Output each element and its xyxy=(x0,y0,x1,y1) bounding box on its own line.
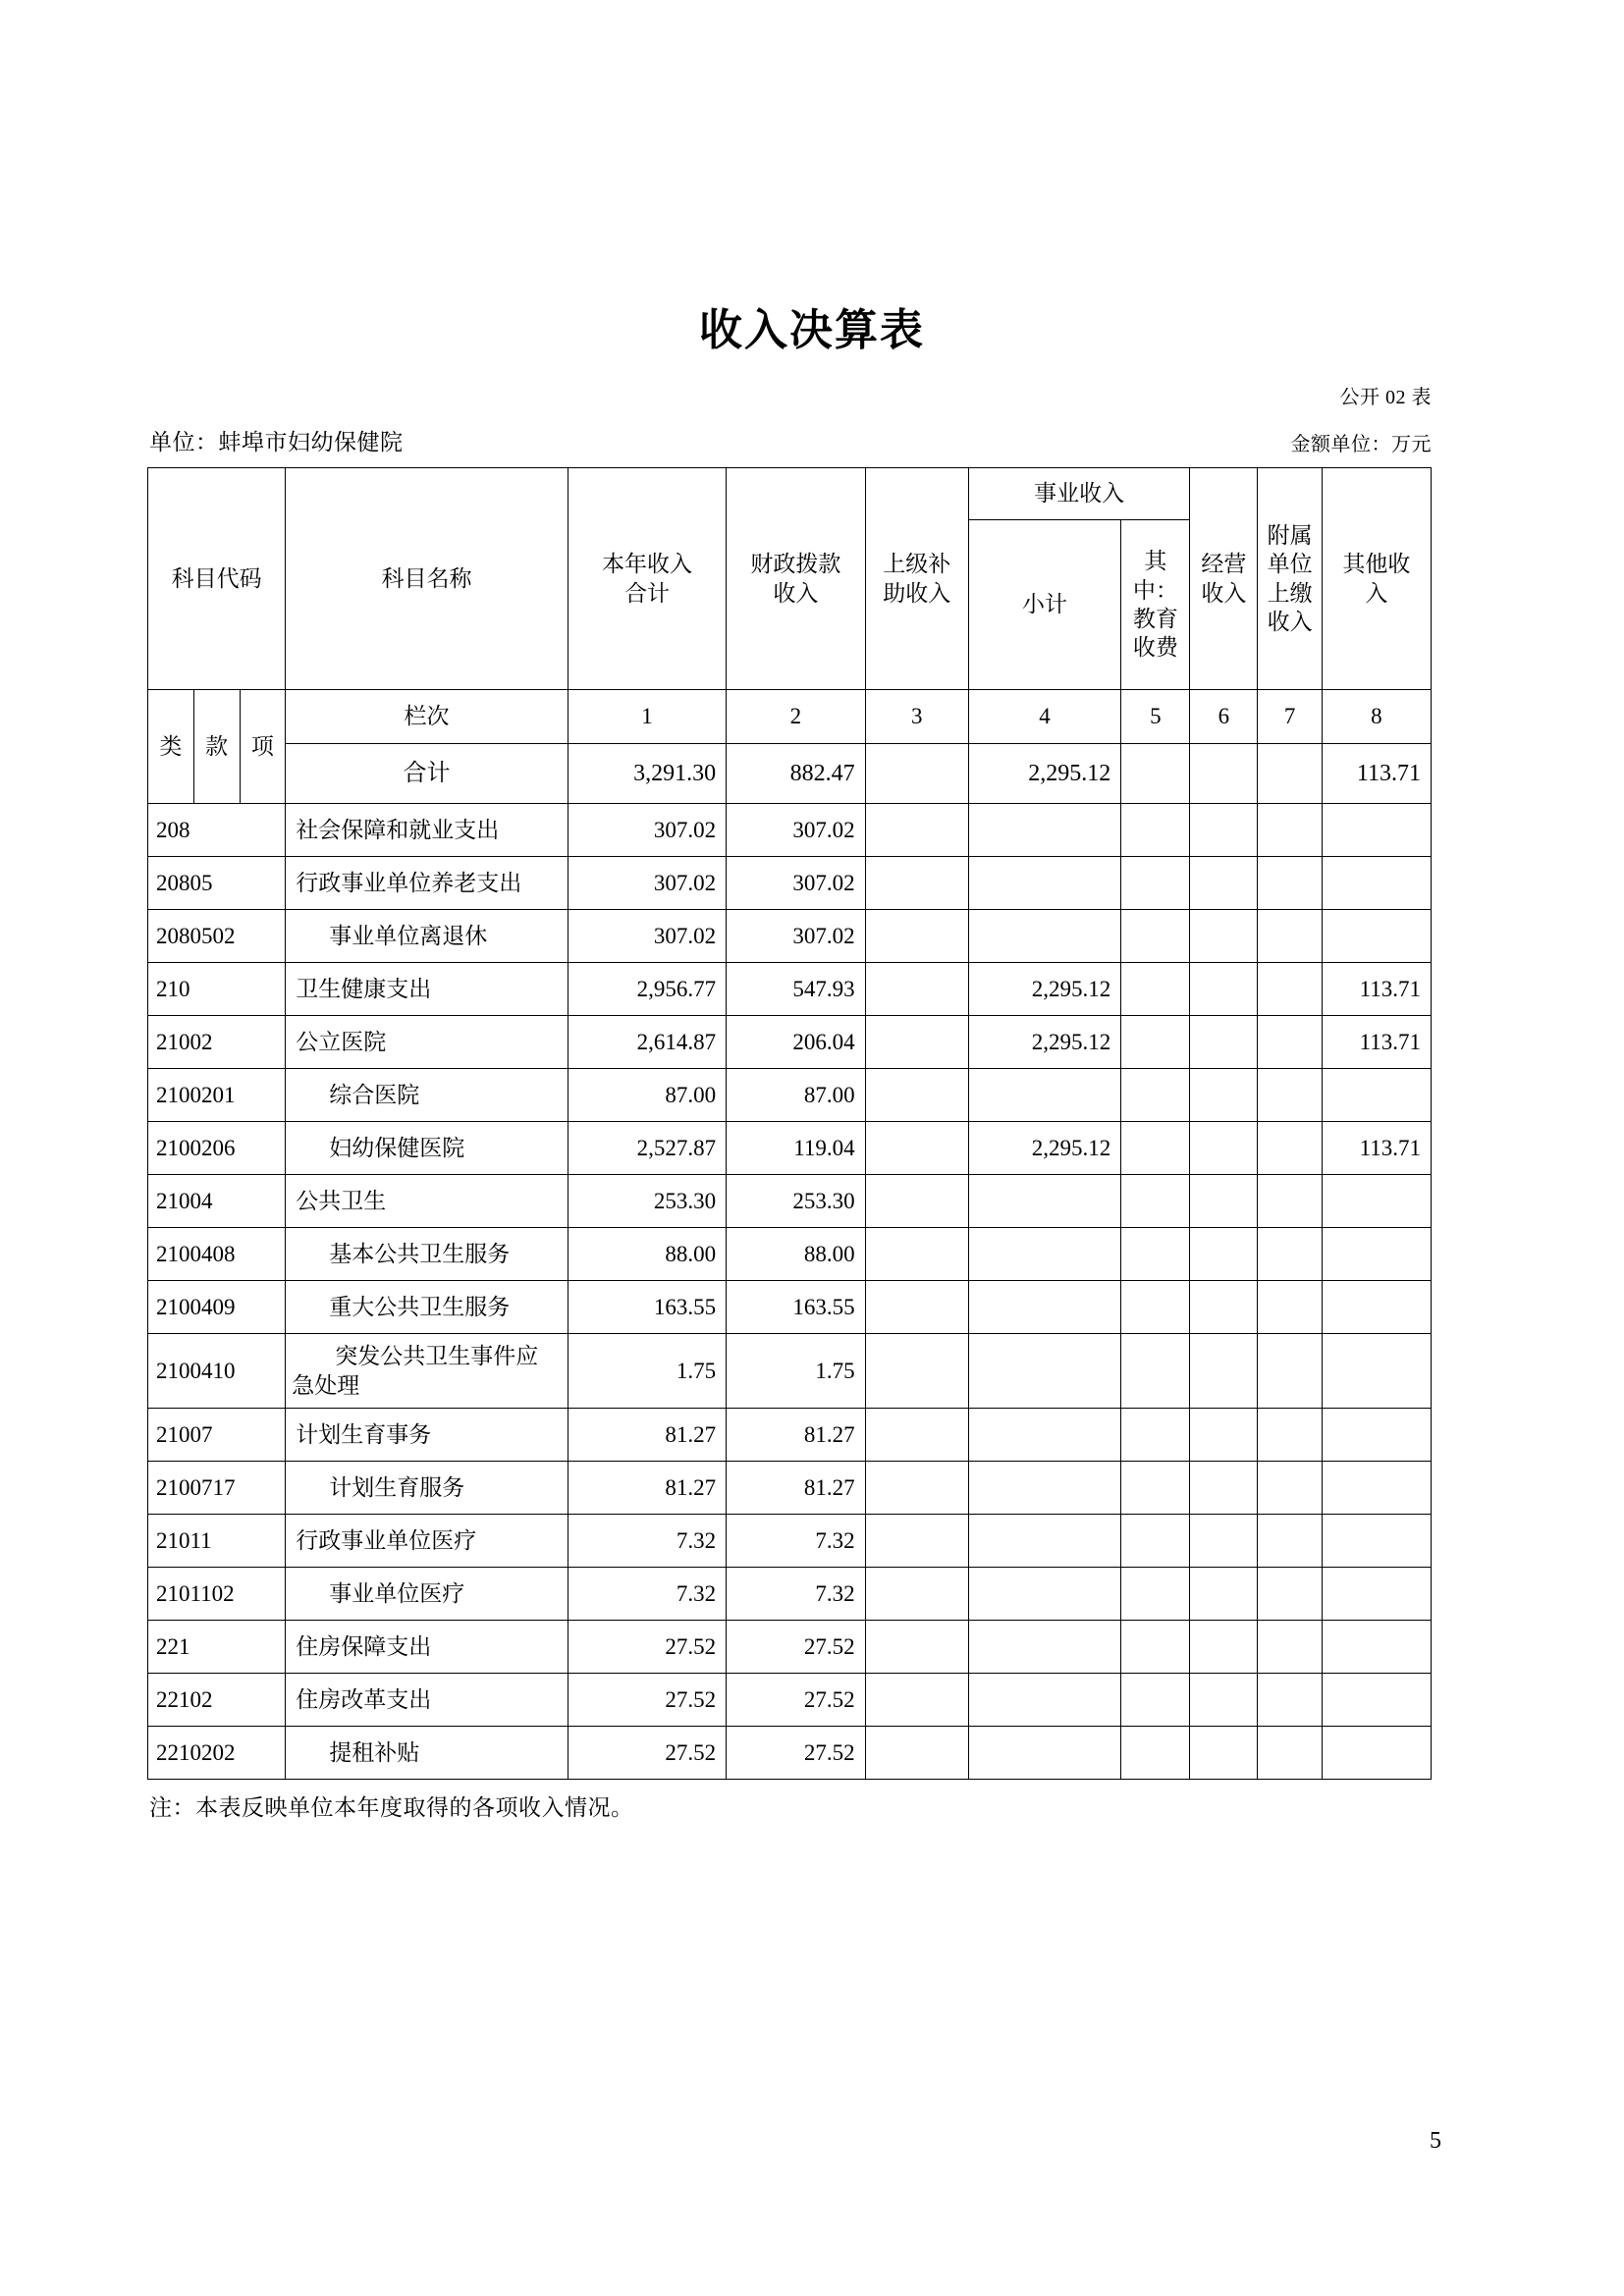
row-subject-name: 住房改革支出 xyxy=(286,1674,568,1727)
row-subject-name: 基本公共卫生服务 xyxy=(286,1228,568,1281)
row-value-1: 7.32 xyxy=(568,1515,726,1568)
row-value-1: 7.32 xyxy=(568,1568,726,1621)
header-operating-income xyxy=(1190,468,1258,690)
header-superior-subsidy-line2: 助收入 xyxy=(883,580,951,606)
row-subject-code: 21011 xyxy=(148,1515,286,1568)
income-final-accounts-table xyxy=(147,467,1432,1780)
row-value-4 xyxy=(968,1727,1120,1780)
row-value-7 xyxy=(1258,910,1322,963)
row-subject-name: 妇幼保健医院 xyxy=(286,1122,568,1175)
row-subject-name: 行政事业单位医疗 xyxy=(286,1515,568,1568)
row-subject-code: 21002 xyxy=(148,1016,286,1069)
row-subject-code: 2100408 xyxy=(148,1228,286,1281)
row-subject-code: 2101102 xyxy=(148,1568,286,1621)
amount-unit-label: 金额单位：万元 xyxy=(1290,434,1432,455)
row-value-2: 307.02 xyxy=(727,910,865,963)
row-subject-name: 重大公共卫生服务 xyxy=(286,1281,568,1334)
row-subject-name-line1: 突发公共卫生事件应 xyxy=(335,1344,539,1369)
row-value-6 xyxy=(1190,910,1258,963)
row-subject-name: 计划生育事务 xyxy=(286,1409,568,1462)
row-value-8 xyxy=(1322,1069,1431,1122)
row-value-1: 81.27 xyxy=(568,1409,726,1462)
row-value-3 xyxy=(865,1409,968,1462)
table-row xyxy=(148,1568,1432,1621)
table-row xyxy=(148,1069,1432,1122)
row-value-8: 113.71 xyxy=(1322,1122,1431,1175)
header-fiscal-appropriation-line1: 财政拨款 xyxy=(750,552,841,577)
row-value-2: 88.00 xyxy=(727,1228,865,1281)
row-value-3 xyxy=(865,1334,968,1409)
row-value-3 xyxy=(865,1727,968,1780)
row-value-7 xyxy=(1258,1281,1322,1334)
form-number-label: 公开 02 表 xyxy=(1339,387,1432,408)
table-total-row xyxy=(148,744,1432,804)
row-value-4 xyxy=(968,1674,1120,1727)
table-body xyxy=(148,804,1432,1780)
row-value-2: 7.32 xyxy=(727,1568,865,1621)
row-value-4 xyxy=(968,1515,1120,1568)
row-subject-name: 计划生育服务 xyxy=(286,1462,568,1515)
header-other-income xyxy=(1322,468,1431,690)
total-value-6 xyxy=(1190,744,1258,804)
row-value-2: 87.00 xyxy=(727,1069,865,1122)
row-value-8 xyxy=(1322,1727,1431,1780)
row-value-2: 27.52 xyxy=(727,1621,865,1674)
row-value-5 xyxy=(1121,1674,1190,1727)
row-value-1: 88.00 xyxy=(568,1228,726,1281)
row-value-7 xyxy=(1258,1409,1322,1462)
row-value-5 xyxy=(1121,1727,1190,1780)
row-value-4 xyxy=(968,1069,1120,1122)
row-value-4 xyxy=(968,1228,1120,1281)
total-value-7 xyxy=(1258,744,1322,804)
total-value-5 xyxy=(1121,744,1190,804)
row-value-8 xyxy=(1322,1568,1431,1621)
table-row xyxy=(148,1409,1432,1462)
row-value-7 xyxy=(1258,1069,1322,1122)
row-value-4: 2,295.12 xyxy=(968,1122,1120,1175)
row-value-5 xyxy=(1121,1175,1190,1228)
row-value-2: 206.04 xyxy=(727,1016,865,1069)
row-value-4 xyxy=(968,910,1120,963)
header-subject-code: 科目代码 xyxy=(148,468,286,690)
row-value-4 xyxy=(968,804,1120,857)
total-value-8: 113.71 xyxy=(1322,744,1431,804)
header-business-education-fee xyxy=(1121,520,1190,690)
row-subject-code: 210 xyxy=(148,963,286,1016)
row-subject-code: 20805 xyxy=(148,857,286,910)
header-affiliated-unit-payment-income xyxy=(1258,468,1322,690)
header-business-edu-line2: 教育 xyxy=(1132,607,1178,631)
header-other-income-line1: 其他收 xyxy=(1342,552,1411,577)
row-value-6 xyxy=(1190,804,1258,857)
row-value-3 xyxy=(865,804,968,857)
row-value-2: 27.52 xyxy=(727,1727,865,1780)
row-value-1: 2,956.77 xyxy=(568,963,726,1016)
row-subject-name: 公立医院 xyxy=(286,1016,568,1069)
header-affiliated-line1: 附属 xyxy=(1267,522,1313,548)
lane-number-7: 7 xyxy=(1258,690,1322,744)
header-code-section: 款 xyxy=(193,690,240,804)
row-subject-name: 事业单位离退休 xyxy=(286,910,568,963)
row-value-3 xyxy=(865,963,968,1016)
row-value-5 xyxy=(1121,804,1190,857)
table-row xyxy=(148,1727,1432,1780)
total-value-4: 2,295.12 xyxy=(968,744,1120,804)
row-subject-code: 2080502 xyxy=(148,910,286,963)
table-row xyxy=(148,1228,1432,1281)
row-value-8 xyxy=(1322,1515,1431,1568)
row-subject-code: 2100717 xyxy=(148,1462,286,1515)
row-value-8 xyxy=(1322,1281,1431,1334)
row-value-1: 307.02 xyxy=(568,857,726,910)
header-year-income-total-line2: 合计 xyxy=(623,580,670,606)
row-subject-code: 22102 xyxy=(148,1674,286,1727)
lane-number-2: 2 xyxy=(727,690,865,744)
row-value-6 xyxy=(1190,1409,1258,1462)
row-value-7 xyxy=(1258,1727,1322,1780)
row-value-7 xyxy=(1258,1334,1322,1409)
lane-number-6: 6 xyxy=(1190,690,1258,744)
row-value-3 xyxy=(865,910,968,963)
row-value-1: 307.02 xyxy=(568,910,726,963)
row-subject-name-line2: 急处理 xyxy=(292,1372,360,1398)
lane-number-5: 5 xyxy=(1121,690,1190,744)
table-row xyxy=(148,804,1432,857)
header-code-item: 项 xyxy=(240,690,286,804)
table-row xyxy=(148,1122,1432,1175)
row-value-6 xyxy=(1190,857,1258,910)
row-value-6 xyxy=(1190,1568,1258,1621)
row-value-6 xyxy=(1190,1727,1258,1780)
row-value-4 xyxy=(968,1462,1120,1515)
row-value-8 xyxy=(1322,857,1431,910)
page-title: 收入决算表 xyxy=(699,306,925,354)
row-value-4 xyxy=(968,1175,1120,1228)
table-row xyxy=(148,1462,1432,1515)
row-value-2: 1.75 xyxy=(727,1334,865,1409)
row-value-5 xyxy=(1121,1515,1190,1568)
lane-number-8: 8 xyxy=(1322,690,1431,744)
unit-label: 单位：蚌埠市妇幼保健院 xyxy=(149,430,404,454)
row-value-6 xyxy=(1190,1674,1258,1727)
row-subject-name: 住房保障支出 xyxy=(286,1621,568,1674)
row-value-2: 81.27 xyxy=(727,1409,865,1462)
row-subject-code: 21004 xyxy=(148,1175,286,1228)
row-value-1: 163.55 xyxy=(568,1281,726,1334)
table-row xyxy=(148,1175,1432,1228)
row-value-8 xyxy=(1322,1674,1431,1727)
header-business-income: 事业收入 xyxy=(968,468,1190,520)
row-value-1: 2,527.87 xyxy=(568,1122,726,1175)
row-value-2: 163.55 xyxy=(727,1281,865,1334)
row-subject-name: 提租补贴 xyxy=(286,1727,568,1780)
total-value-2: 882.47 xyxy=(727,744,865,804)
row-value-7 xyxy=(1258,1016,1322,1069)
row-value-5 xyxy=(1121,1462,1190,1515)
row-value-5 xyxy=(1121,1621,1190,1674)
row-value-5 xyxy=(1121,1228,1190,1281)
row-subject-name: 卫生健康支出 xyxy=(286,963,568,1016)
row-value-5 xyxy=(1121,1334,1190,1409)
row-subject-name: 公共卫生 xyxy=(286,1175,568,1228)
total-value-3 xyxy=(865,744,968,804)
row-value-3 xyxy=(865,1515,968,1568)
row-value-6 xyxy=(1190,1334,1258,1409)
row-value-7 xyxy=(1258,1175,1322,1228)
row-subject-code: 2100410 xyxy=(148,1334,286,1409)
row-value-3 xyxy=(865,1016,968,1069)
row-value-3 xyxy=(865,1228,968,1281)
lane-number-3: 3 xyxy=(865,690,968,744)
row-value-7 xyxy=(1258,857,1322,910)
row-value-4: 2,295.12 xyxy=(968,963,1120,1016)
header-business-edu-line3: 收费 xyxy=(1132,635,1178,661)
row-value-1: 253.30 xyxy=(568,1175,726,1228)
row-value-4 xyxy=(968,1281,1120,1334)
row-value-7 xyxy=(1258,1515,1322,1568)
row-subject-code: 208 xyxy=(148,804,286,857)
row-value-6 xyxy=(1190,1069,1258,1122)
row-value-2: 119.04 xyxy=(727,1122,865,1175)
row-value-2: 253.30 xyxy=(727,1175,865,1228)
row-value-1: 1.75 xyxy=(568,1334,726,1409)
row-value-5 xyxy=(1121,1281,1190,1334)
table-row xyxy=(148,910,1432,963)
row-value-1: 27.52 xyxy=(568,1727,726,1780)
row-value-8 xyxy=(1322,804,1431,857)
row-value-1: 87.00 xyxy=(568,1069,726,1122)
row-value-8: 113.71 xyxy=(1322,1016,1431,1069)
table-row xyxy=(148,1281,1432,1334)
row-value-8: 113.71 xyxy=(1322,963,1431,1016)
row-value-3 xyxy=(865,1122,968,1175)
row-subject-name: 行政事业单位养老支出 xyxy=(286,857,568,910)
row-value-5 xyxy=(1121,1409,1190,1462)
row-value-8 xyxy=(1322,1621,1431,1674)
header-business-subtotal: 小计 xyxy=(968,520,1120,690)
row-value-5 xyxy=(1121,857,1190,910)
header-other-income-line2: 入 xyxy=(1365,580,1388,606)
row-value-4 xyxy=(968,1568,1120,1621)
row-value-8 xyxy=(1322,910,1431,963)
row-value-2: 7.32 xyxy=(727,1515,865,1568)
row-subject-code: 2100409 xyxy=(148,1281,286,1334)
row-value-8 xyxy=(1322,1334,1431,1409)
row-value-5 xyxy=(1121,963,1190,1016)
row-value-5 xyxy=(1121,1568,1190,1621)
header-year-income-total-line1: 本年收入 xyxy=(601,552,692,577)
row-value-1: 307.02 xyxy=(568,804,726,857)
table-header-row-main xyxy=(148,468,1432,520)
row-value-7 xyxy=(1258,963,1322,1016)
row-subject-name: 综合医院 xyxy=(286,1069,568,1122)
header-fiscal-appropriation-line2: 收入 xyxy=(773,580,819,606)
row-value-3 xyxy=(865,1281,968,1334)
row-subject-code: 2100206 xyxy=(148,1122,286,1175)
row-value-8 xyxy=(1322,1228,1431,1281)
row-value-6 xyxy=(1190,1228,1258,1281)
row-value-6 xyxy=(1190,963,1258,1016)
income-final-accounts-table-wrapper xyxy=(147,467,1432,1780)
row-value-7 xyxy=(1258,804,1322,857)
table-footnote: 注：本表反映单位本年度取得的各项收入情况。 xyxy=(149,1795,634,1820)
lane-number-1: 1 xyxy=(568,690,726,744)
table-row xyxy=(148,1515,1432,1568)
row-value-2: 307.02 xyxy=(727,857,865,910)
row-value-6 xyxy=(1190,1281,1258,1334)
row-value-1: 27.52 xyxy=(568,1621,726,1674)
row-value-5 xyxy=(1121,1122,1190,1175)
row-value-4 xyxy=(968,1409,1120,1462)
row-value-6 xyxy=(1190,1462,1258,1515)
table-row xyxy=(148,1334,1432,1409)
header-superior-subsidy-line1: 上级补 xyxy=(883,552,951,577)
header-superior-subsidy-income xyxy=(865,468,968,690)
header-business-edu-line1: 其中： xyxy=(1132,549,1178,603)
row-value-2: 307.02 xyxy=(727,804,865,857)
header-affiliated-line3: 上缴 xyxy=(1267,580,1313,606)
table-lane-row xyxy=(148,690,1432,744)
row-value-1: 2,614.87 xyxy=(568,1016,726,1069)
row-value-4: 2,295.12 xyxy=(968,1016,1120,1069)
header-year-income-total xyxy=(568,468,726,690)
row-value-6 xyxy=(1190,1016,1258,1069)
row-value-5 xyxy=(1121,1069,1190,1122)
header-subject-name: 科目名称 xyxy=(286,468,568,690)
row-value-7 xyxy=(1258,1568,1322,1621)
row-value-4 xyxy=(968,857,1120,910)
row-value-7 xyxy=(1258,1122,1322,1175)
header-affiliated-line2: 单位 xyxy=(1267,552,1313,577)
row-value-1: 81.27 xyxy=(568,1462,726,1515)
header-fiscal-appropriation-income xyxy=(727,468,865,690)
row-value-3 xyxy=(865,857,968,910)
header-affiliated-line4: 收入 xyxy=(1267,609,1313,634)
row-value-6 xyxy=(1190,1515,1258,1568)
row-value-8 xyxy=(1322,1175,1431,1228)
row-value-5 xyxy=(1121,1016,1190,1069)
row-value-8 xyxy=(1322,1462,1431,1515)
row-subject-name: 社会保障和就业支出 xyxy=(286,804,568,857)
row-subject-name: 事业单位医疗 xyxy=(286,1568,568,1621)
row-value-3 xyxy=(865,1462,968,1515)
row-value-7 xyxy=(1258,1674,1322,1727)
row-value-6 xyxy=(1190,1122,1258,1175)
row-value-8 xyxy=(1322,1409,1431,1462)
page-number: 5 xyxy=(1430,2128,1441,2154)
lane-label: 栏次 xyxy=(286,690,568,744)
row-subject-code: 2210202 xyxy=(148,1727,286,1780)
row-subject-code: 2100201 xyxy=(148,1069,286,1122)
row-value-6 xyxy=(1190,1621,1258,1674)
row-value-3 xyxy=(865,1568,968,1621)
row-value-2: 547.93 xyxy=(727,963,865,1016)
table-row xyxy=(148,963,1432,1016)
total-value-1: 3,291.30 xyxy=(568,744,726,804)
header-operating-income-line2: 收入 xyxy=(1201,580,1247,606)
header-operating-income-line1: 经营 xyxy=(1201,552,1247,577)
row-value-7 xyxy=(1258,1621,1322,1674)
row-value-4 xyxy=(968,1334,1120,1409)
header-code-class: 类 xyxy=(148,690,194,804)
row-value-7 xyxy=(1258,1228,1322,1281)
lane-number-4: 4 xyxy=(968,690,1120,744)
table-row xyxy=(148,1016,1432,1069)
table-row xyxy=(148,857,1432,910)
row-value-5 xyxy=(1121,910,1190,963)
row-value-2: 27.52 xyxy=(727,1674,865,1727)
row-value-3 xyxy=(865,1175,968,1228)
row-value-1: 27.52 xyxy=(568,1674,726,1727)
row-subject-code: 221 xyxy=(148,1621,286,1674)
row-value-2: 81.27 xyxy=(727,1462,865,1515)
row-value-6 xyxy=(1190,1175,1258,1228)
row-value-3 xyxy=(865,1621,968,1674)
table-row xyxy=(148,1621,1432,1674)
table-row xyxy=(148,1674,1432,1727)
total-label: 合计 xyxy=(286,744,568,804)
row-value-7 xyxy=(1258,1462,1322,1515)
row-value-4 xyxy=(968,1621,1120,1674)
row-value-3 xyxy=(865,1674,968,1727)
row-subject-code: 21007 xyxy=(148,1409,286,1462)
row-value-3 xyxy=(865,1069,968,1122)
row-subject-name xyxy=(286,1334,568,1409)
